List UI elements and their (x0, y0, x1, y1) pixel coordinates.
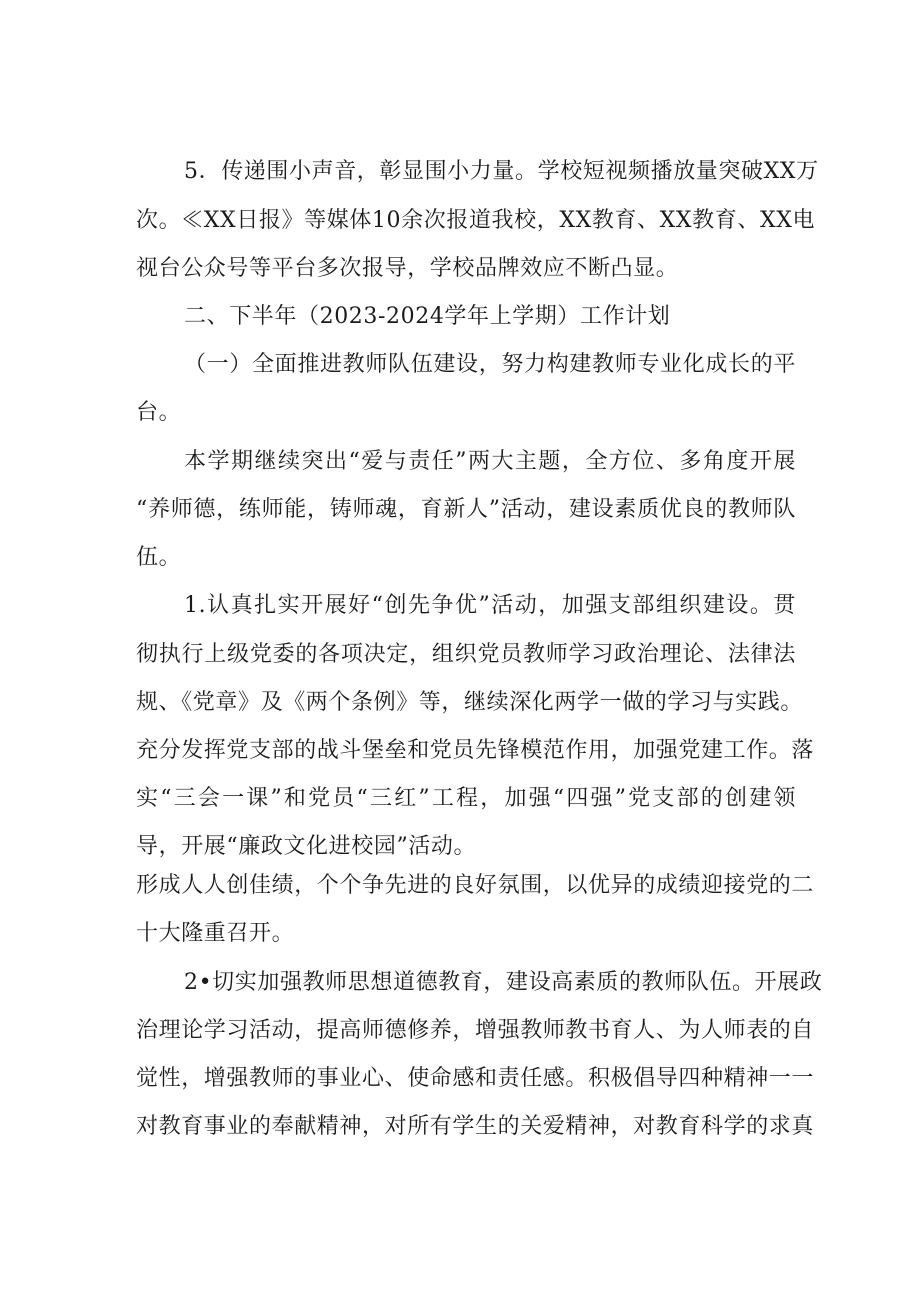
subsection-heading: 台。 (136, 400, 182, 425)
text-line: 伍。 (136, 545, 182, 570)
text-line: 觉性，增强教师的事业心、使命感和责任感。积极倡导四种精神一一 (136, 1066, 815, 1091)
text-line: 实“三会一课”和党员“三红”工程，加强“四强”党支部的创建领 (136, 786, 796, 811)
text-line: 视台公众号等平台多次报导，学校品牌效应不断凸显。 (136, 256, 679, 281)
text-line: 本学期继续突出“爱与责任”两大主题，全方位、多角度开展 (184, 449, 796, 474)
text-line: 十大隆重召开。 (136, 921, 295, 946)
text-line: 5．传递围小声音，彰显围小力量。学校短视频播放量突破XX万 (184, 159, 819, 184)
text-line: 充分发挥党支部的战斗堡垒和党员先锋模范作用，加强党建工作。落 (136, 738, 815, 763)
text-line: 形成人人创佳绩，个个争先进的良好氛围，以优异的成绩迎接党的二 (136, 873, 815, 898)
text-line: 对教育事业的奉献精神，对所有学生的关爱精神，对教育科学的求真 (136, 1114, 815, 1139)
text-line: 导，开展“廉政文化进校园”活动。 (136, 834, 477, 859)
text-line: 次。≪XX日报》等媒体10余次报道我校，XX教育、XX教育、XX电 (136, 208, 816, 233)
text-line: “养师德，练师能，铸师魂，育新人”活动，建设素质优良的教师队 (136, 497, 796, 522)
section-heading: 二、下半年（2023-2024学年上学期）工作计划 (184, 304, 671, 329)
text-line: 规、《党章》及《两个条例》等，继续深化两学一做的学习与实践。 (136, 690, 804, 715)
text-line: 彻执行上级党委的各项决定，组织党员教师学习政治理论、法律法 (136, 642, 796, 667)
text-line: 2•切实加强教师思想道德教育，建设高素质的教师队伍。开展政 (184, 970, 823, 995)
subsection-heading: （一）全面推进教师队伍建设，努力构建教师专业化成长的平 (184, 352, 796, 377)
text-line: 治理论学习活动，提高师德修养，增强教师教书育人、为人师表的自 (136, 1018, 815, 1043)
text-line: 1.认真扎实开展好“创先争优”活动，加强支部组织建设。贯 (184, 593, 796, 618)
